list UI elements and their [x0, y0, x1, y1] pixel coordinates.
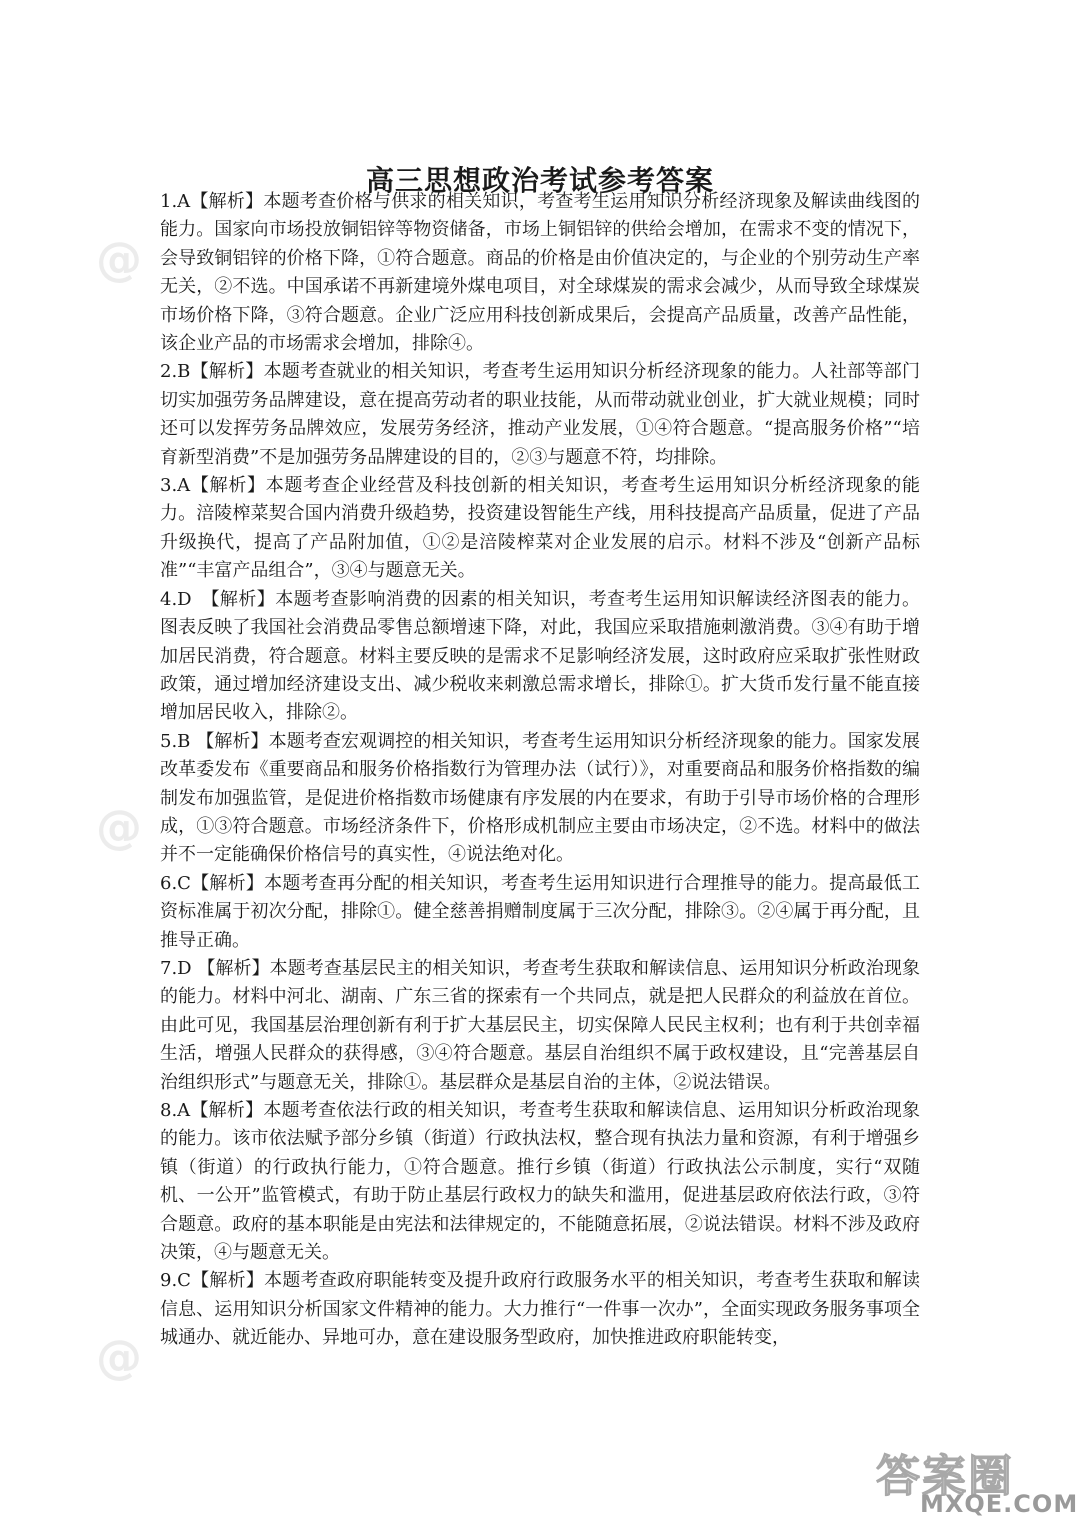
answer-text: 本题考查再分配的相关知识，考查考生运用知识进行合理推导的能力。提高最低工资标准属于初次分配，排除①。健全慈善捐赠制度属于三次分配，排除③。②④属于再分配，且推导正确。: [160, 872, 921, 951]
answer-item-5: [160, 728, 920, 870]
answer-number: 9.C: [160, 1270, 191, 1292]
analysis-tag: 【解析】: [190, 872, 265, 894]
watermark: @: [96, 232, 142, 286]
answer-number: 3.A: [160, 475, 191, 497]
analysis-tag: 【解析】: [190, 361, 264, 383]
analysis-tag: 【解析】: [191, 588, 276, 610]
answer-text: 本题考查宏观调控的相关知识，考查考生运用知识分析经济现象的能力。国家发展改革委发布《重要商品和服务价格指数行为管理办法（试行）》，对重要商品和服务价格指数的编制发布加强监管，是促进价格指数市场健康有序发展的内在要求，有助于引导市场价格的合理形成，①③符合题意。市场经济条件下，价格形成机制应主要由市场决定，②不选。材料中的做法并不一定能确保价格信号的真实性，④说法绝对化。: [160, 730, 920, 866]
answer-item-7: [160, 955, 920, 1097]
analysis-tag: 【解析】: [190, 1270, 265, 1292]
analysis-tag: 【解析】: [190, 1100, 264, 1121]
answer-text: 本题考查影响消费的因素的相关知识，考查考生运用知识解读经济图表的能力。图表反映了我国社会消费品零售总额增速下降，对此，我国应采取措施刺激消费。③④有助于增加居民消费，符合题意。材料主要反映的是需求不足影响经济发展，这时政府应采取扩张性财政政策，通过增加经济建设支出、减少税收来刺激总需求增长，排除①。扩大货币发行量不能直接增加居民收入，排除②。: [160, 588, 920, 724]
answer-text: 本题考查基层民主的相关知识，考查考生获取和解读信息、运用知识分析政治现象的能力。材料中河北、湖南、广东三省的探索有一个共同点，就是把人民群众的利益放在首位。由此可见，我国基层治理创新有利于扩大基层民主，切实保障人民民主权利；也有利于共创幸福生活，增强人民群众的获得感，③④符合题意。基层自治组织不属于政权建设，且“完善基层自治组织形式”与题意无关，排除①。基层群众是基层自治的主体，②说法错误。: [160, 957, 920, 1093]
answer-number: 2.B: [160, 361, 191, 383]
answer-text: 本题考查依法行政的相关知识，考查考生获取和解读信息、运用知识分析政治现象的能力。该市依法赋予部分乡镇（街道）行政执法权，整合现有执法力量和资源，有利于增强乡镇（街道）的行政执行能力，①符合题意。推行乡镇（街道）行政执法公示制度，实行“双随机、一公开”监管模式，有助于防止基层行政权力的缺失和滥用，促进基层政府依法行政，③符合题意。政府的基本职能是由宪法和法律规定的，不能随意拓展，②说法错误。材料不涉及政府决策，④与题意无关。: [160, 1100, 921, 1264]
answer-text: 本题考查政府职能转变及提升政府行政服务水平的相关知识，考查考生获取和解读信息、运用知识分析国家文件精神的能力。大力推行“一件事一次办”，全面实现政务服务事项全城通办、就近能办、异地可办，意在建设服务型政府，加快推进政府职能转变，: [160, 1270, 921, 1349]
answer-item-6: [160, 870, 920, 955]
analysis-tag: 【解析】: [190, 191, 264, 212]
answer-text: 本题考查价格与供求的相关知识，考查考生运用知识分析经济现象及解读曲线图的能力。国家向市场投放铜铝锌等物资储备，市场上铜铝锌的供给会增加，在需求不变的情况下，会导致铜铝锌的价格下降，①符合题意。商品的价格是由价值决定的，与企业的个别劳动生产率无关，②不选。中国承诺不再新建境外煤电项目，对全球煤炭的需求会减少，从而导致全球煤炭市场价格下降，③符合题意。企业广泛应用科技创新成果后，会提高产品质量，改善产品性能，该企业产品的市场需求会增加，排除④。: [160, 191, 921, 355]
answer-number: 1.A: [160, 191, 191, 212]
analysis-tag: 【解析】: [190, 730, 269, 752]
answer-number: 5.B: [160, 730, 191, 752]
answer-number: 7.D: [160, 957, 192, 979]
answer-item-1: [160, 188, 920, 358]
answer-item-9: [160, 1267, 920, 1352]
answer-number: 4.D: [160, 588, 192, 610]
logo-url: MXQE.COM: [920, 1490, 1079, 1518]
watermark: @: [96, 800, 142, 854]
answer-number: 8.A: [160, 1100, 191, 1121]
analysis-tag: 【解析】: [190, 475, 266, 497]
answer-item-4: [160, 586, 920, 728]
answer-text: 本题考查企业经营及科技创新的相关知识，考查考生运用知识分析经济现象的能力。涪陵榨菜契合国内消费升级趋势，投资建设智能生产线，用科技提高产品质量，促进了产品升级换代，提高了产品附加值，①②是涪陵榨菜对企业发展的启示。材料不涉及“创新产品标准”“丰富产品组合”，③④与题意无关。: [160, 475, 921, 582]
page-title: 高三思想政治考试参考答案: [365, 163, 714, 197]
answer-text: 本题考查就业的相关知识，考查考生运用知识分析经济现象的能力。人社部等部门切实加强劳务品牌建设，意在提高劳动者的职业技能，从而带动就业创业，扩大就业规模；同时还可以发挥劳务品牌效应，发展劳务经济，推动产业发展，①④符合题意。“提高服务价格”“培育新型消费”不是加强劳务品牌建设的目的，②③与题意不符，均排除。: [160, 361, 921, 468]
answer-item-2: [160, 358, 920, 472]
answer-item-3: [160, 472, 920, 586]
site-logo: [860, 1440, 1079, 1520]
answer-item-8: [160, 1097, 920, 1267]
analysis-tag: 【解析】: [191, 957, 270, 979]
answer-number: 6.C: [160, 872, 191, 894]
watermark: @: [96, 1330, 142, 1384]
logo-text: 答案圈: [876, 1451, 1014, 1502]
answer-list: [160, 188, 920, 1353]
